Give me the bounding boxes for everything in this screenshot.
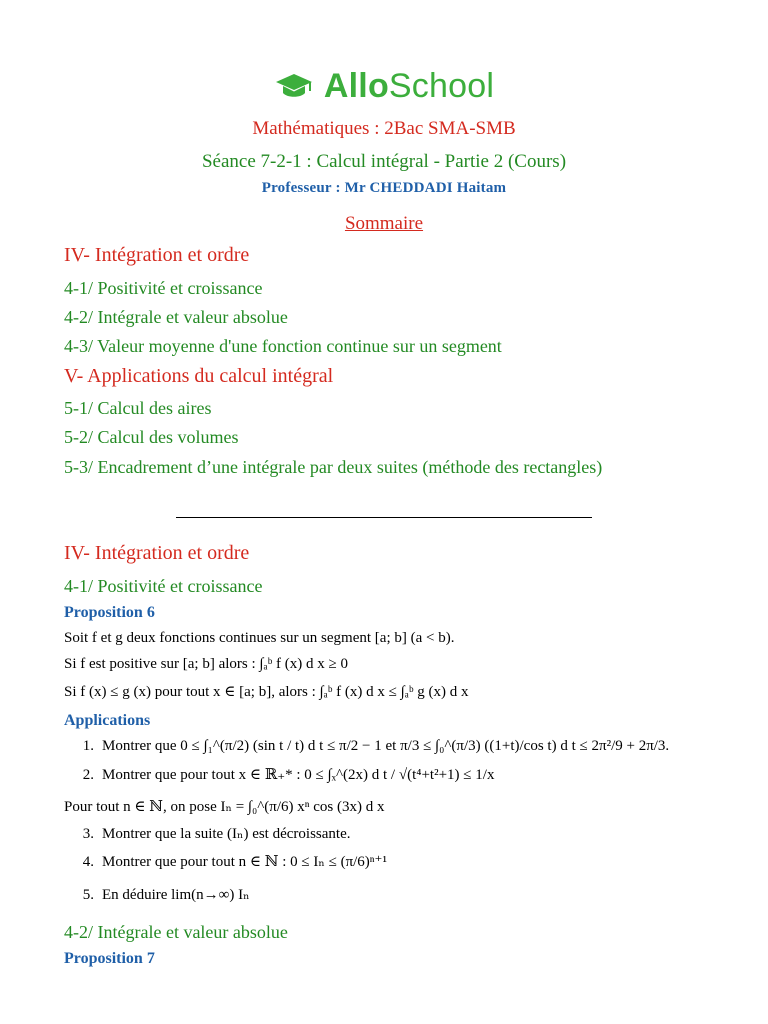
graduation-cap-icon <box>274 71 314 101</box>
list-item <box>64 738 728 755</box>
professor-name: Professeur : Mr CHEDDADI Haitam <box>261 180 507 196</box>
summary-item: V- Applications du calcul intégral <box>64 365 334 387</box>
logo-text: AlloSchool <box>323 67 495 105</box>
proposition-title: Proposition 6 <box>64 604 155 621</box>
divider <box>176 517 592 518</box>
applications-title: Applications <box>64 712 151 729</box>
summary-item: 5-3/ Encadrement d’une intégrale par deux suites (méthode des rectangles) <box>64 457 603 477</box>
alloschool-logo <box>0 66 768 106</box>
summary-item: 4-2/ Intégrale et valeur absolue <box>64 307 288 327</box>
list-item <box>64 852 728 871</box>
item-number: 3. <box>82 826 94 842</box>
list-item <box>64 824 728 843</box>
proposition-line: Si f est positive sur [a; b] alors : ∫ₐᵇ f (x) d x ≥ 0 <box>64 656 348 672</box>
item-text: Montrer que 0 ≤ ∫₁^(π/2) (sin t / t) d t ≤ π/2 − 1 et π/3 ≤ ∫₀^(π/3) ((1+t)/cos t) d t ≤ 2π²/9 + 2π/3. <box>102 738 670 754</box>
summary-heading: Sommaire <box>344 213 424 234</box>
proposition-title: Proposition 7 <box>64 950 155 967</box>
summary-item: 5-2/ Calcul des volumes <box>64 427 239 447</box>
proposition-line: Si f (x) ≤ g (x) pour tout x ∈ [a; b], alors : ∫ₐᵇ f (x) d x ≤ ∫ₐᵇ g (x) d x <box>64 684 469 700</box>
item-number: 1. <box>82 738 94 754</box>
item-number: 2. <box>82 767 94 783</box>
summary-item: 4-1/ Positivité et croissance <box>64 278 263 298</box>
list-item <box>64 885 728 904</box>
summary-item: 5-1/ Calcul des aires <box>64 398 212 418</box>
proposition-line: Soit f et g deux fonctions continues sur un segment [a; b] (a < b). <box>64 630 455 646</box>
item-text: Montrer que pour tout x ∈ ℝ₊* : 0 ≤ ∫ₓ^(2x) d t / √(t⁴+t²+1) ≤ 1/x <box>102 767 495 783</box>
session-title: Séance 7-2-1 : Calcul intégral - Partie 2 (Cours) <box>201 151 567 172</box>
subsection-title: 4-1/ Positivité et croissance <box>64 576 263 596</box>
list-item <box>64 765 728 784</box>
subject-title: Mathématiques : 2Bac SMA-SMB <box>252 118 516 139</box>
subsection-title: 4-2/ Intégrale et valeur absolue <box>64 922 288 942</box>
item-text: En déduire lim(n→∞) Iₙ <box>102 887 250 903</box>
summary-item: 4-3/ Valeur moyenne d'une fonction continue sur un segment <box>64 336 502 356</box>
item-text: Montrer que pour tout n ∈ ℕ : 0 ≤ Iₙ ≤ (π/6)ⁿ⁺¹ <box>102 854 387 870</box>
item-number: 4. <box>82 854 94 870</box>
item-text: Montrer que la suite (Iₙ) est décroissante. <box>102 826 351 842</box>
item-number: 5. <box>82 887 94 903</box>
paragraph: Pour tout n ∈ ℕ, on pose Iₙ = ∫₀^(π/6) xⁿ cos (3x) d x <box>64 799 385 815</box>
section-title: IV- Intégration et ordre <box>64 542 250 564</box>
summary-item: IV- Intégration et ordre <box>64 244 250 266</box>
